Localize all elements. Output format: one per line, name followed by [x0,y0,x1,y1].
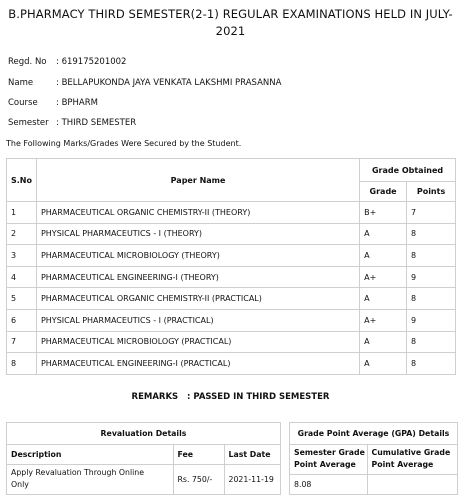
col-sno-header: S.No [7,159,37,202]
semester-row [8,117,136,129]
row-points: 8 [407,331,456,353]
name-value: : BELLAPUKONDA JAYA VENKATA LAKSHMI PRASANNA [56,78,282,88]
row-points: 8 [407,245,456,267]
row-grade: A [360,245,407,267]
regd-label: Regd. No [8,57,47,67]
table-row [7,202,456,224]
table-row [7,353,456,375]
revaluation-col-fee: Fee [173,444,224,464]
document-title [0,6,461,40]
row-sno: 5 [7,288,37,310]
row-sno: 2 [7,223,37,245]
row-points: 8 [407,288,456,310]
row-paper: PHYSICAL PHARMACEUTICS - I (PRACTICAL) [36,309,359,331]
table-row [7,266,456,288]
row-points: 7 [407,202,456,224]
revaluation-col-last-date: Last Date [224,444,280,464]
row-grade: A [360,288,407,310]
row-sno: 4 [7,266,37,288]
course-label: Course [8,98,38,108]
row-paper: PHARMACEUTICAL ENGINEERING-I (PRACTICAL) [36,353,359,375]
table-row [7,309,456,331]
gpa-col-sgpa-line2: Point Average [294,460,356,469]
name-label: Name [8,78,34,88]
row-grade: B+ [360,202,407,224]
row-points: 9 [407,266,456,288]
revaluation-fee: Rs. 750/- [173,464,224,494]
col-paper-header: Paper Name [36,159,359,202]
revaluation-description-line2: Only [11,480,29,490]
row-paper: PHARMACEUTICAL ORGANIC CHEMISTRY-II (PRACTICAL) [36,288,359,310]
course-value: : BPHARM [56,98,98,108]
col-grade-obtained-header: Grade Obtained [360,159,456,182]
marks-table [6,158,456,375]
table-row [7,223,456,245]
table-row [7,288,456,310]
title-line-2: 2021 [215,24,246,38]
revaluation-panel [6,422,281,495]
revaluation-last-date: 2021-11-19 [224,464,280,494]
gpa-col-cgpa-line2: Point Average [371,460,434,469]
row-paper: PHARMACEUTICAL MICROBIOLOGY (THEORY) [36,245,359,267]
regd-value: : 619175201002 [56,57,127,67]
table-row [7,245,456,267]
row-sno: 7 [7,331,37,353]
row-sno: 6 [7,309,37,331]
gpa-sgpa-value: 8.08 [290,474,367,494]
revaluation-description [7,464,173,494]
semester-value: : THIRD SEMESTER [56,118,137,128]
revaluation-description-line1: Apply Revaluation Through Online [11,468,145,478]
row-points: 9 [407,309,456,331]
col-grade-header: Grade [360,182,407,202]
gpa-col-cgpa-line1: Cumulative Grade [371,448,451,457]
row-paper: PHARMACEUTICAL MICROBIOLOGY (PRACTICAL) [36,331,359,353]
row-sno: 3 [7,245,37,267]
col-points-header: Points [407,182,456,202]
name-row [8,77,281,89]
gpa-heading: Grade Point Average (GPA) Details [290,423,457,444]
table-row [7,331,456,353]
row-sno: 1 [7,202,37,224]
row-grade: A [360,223,407,245]
gpa-cgpa-value [367,474,457,494]
gpa-col-sgpa-line1: Semester Grade [294,448,365,457]
row-sno: 8 [7,353,37,375]
row-points: 8 [407,353,456,375]
revaluation-heading: Revaluation Details [7,423,280,444]
semester-label: Semester [8,118,49,128]
regd-row [8,56,126,68]
gpa-panel [289,422,458,495]
gpa-col-sgpa [290,444,367,474]
title-line-1: B.PHARMACY THIRD SEMESTER(2-1) REGULAR EXAMINATIONS HELD IN JULY- [8,7,453,21]
row-grade: A [360,353,407,375]
intro-text: The Following Marks/Grades Were Secured by the Student. [6,139,242,148]
row-grade: A+ [360,266,407,288]
row-points: 8 [407,223,456,245]
gpa-col-cgpa [367,444,457,474]
row-grade: A [360,331,407,353]
row-paper: PHARMACEUTICAL ENGINEERING-I (THEORY) [36,266,359,288]
revaluation-col-description: Description [7,444,173,464]
course-row [8,97,98,109]
remarks-text: REMARKS : PASSED IN THIRD SEMESTER [131,392,330,402]
row-paper: PHARMACEUTICAL ORGANIC CHEMISTRY-II (THEORY) [36,202,359,224]
row-grade: A+ [360,309,407,331]
row-paper: PHYSICAL PHARMACEUTICS - I (THEORY) [36,223,359,245]
